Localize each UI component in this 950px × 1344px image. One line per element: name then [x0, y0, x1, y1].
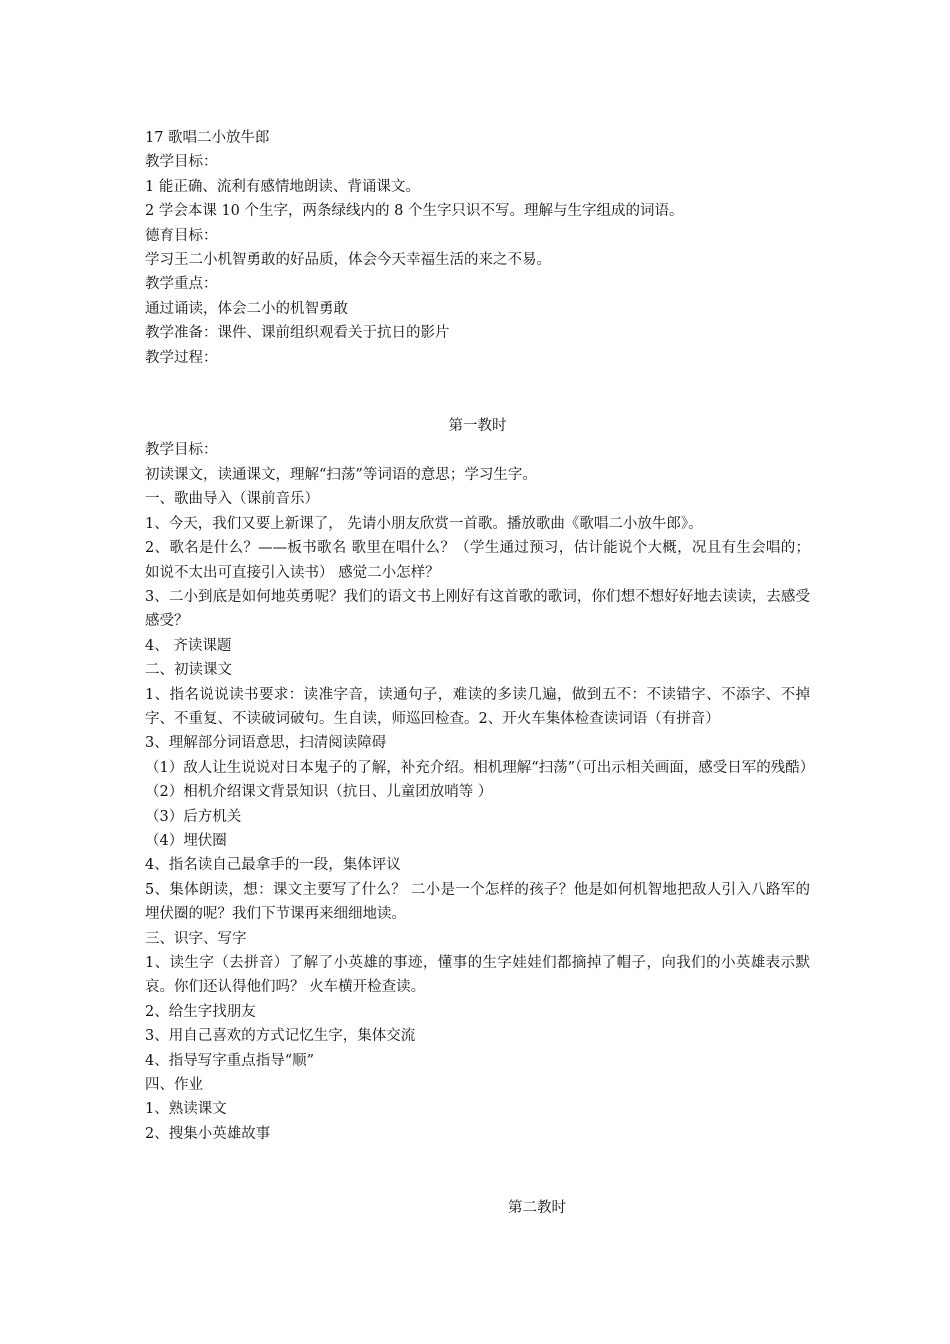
section-1-line: 2、给生字找朋友: [145, 1003, 256, 1020]
section-1-line: 教学目标：: [145, 442, 218, 459]
section-1-paragraph: （1）敌人让生说说对日本鬼子的了解，补充介绍。相机理解“扫荡”（可出示相关画面，感受日军的残酷）: [145, 759, 815, 776]
section-1-paragraph: 2、歌名是什么？——板书歌名 歌里在唱什么？（学生通过预习，估计能说个大概，况且有生会唱的；如说不太出可直接引入读书） 感觉二小怎样？: [145, 540, 810, 581]
section-1-paragraph: 5、集体朗读，想：课文主要写了什么？ 二小是一个怎样的孩子？他是如何机智地把敌人引入八路军的埋伏圈的呢？我们下节课再来细细地读。: [145, 881, 810, 923]
section-1-line: （4）埋伏圈: [145, 832, 227, 849]
section-1-line: （3）后方机关: [145, 808, 242, 825]
section-1-line: 3、理解部分词语意思，扫清阅读障碍: [145, 735, 387, 752]
section-1-line: 初读课文，读通课文，理解“扫荡”等词语的意思；学习生字。: [145, 466, 537, 483]
section-1-line: 4、指名读自己最拿手的一段，集体评议: [145, 857, 401, 874]
process-heading: 教学过程：: [145, 349, 218, 366]
section-1-line: 二、初读课文: [145, 662, 232, 679]
teaching-goals-heading: 教学目标：: [145, 154, 218, 171]
lesson-title: 17 歌唱二小放牛郎: [145, 130, 270, 146]
section-2-title: 第二教时: [508, 1200, 566, 1216]
section-1-paragraph: 3、二小到底是如何地英勇呢？我们的语文书上刚好有这首歌的歌词，你们想不想好好地去读读，去感受感受？: [145, 588, 810, 630]
spacer: [145, 370, 810, 414]
section-1-line: 4、指导写字重点指导“顺”: [145, 1052, 315, 1069]
section-1-line: 一、歌曲导入（课前音乐）: [145, 491, 319, 508]
goal-item-1: 1 能正确、流利有感情地朗读、背诵课文。: [145, 178, 420, 195]
key-points-text: 通过诵读，体会二小的机智勇敢: [145, 300, 348, 317]
section-1-paragraph: 1、读生字（去拼音）了解了小英雄的事迹，懂事的生字娃娃们都摘掉了帽子，向我们的小英雄表示默哀。你们还认得他们吗？ 火车横开检查读。: [145, 955, 810, 996]
key-points-heading: 教学重点：: [145, 276, 218, 293]
section-1-title: 第一教时: [448, 418, 507, 435]
moral-goal-text: 学习王二小机智勇敢的好品质，体会今天幸福生活的来之不易。: [145, 252, 551, 269]
section-1-line: 三、识字、写字: [145, 930, 247, 947]
section-1-line: 1、今天，我们又要上新课了， 先请小朋友欣赏一首歌。播放歌曲《歌唱二小放牛郎》。: [145, 515, 703, 532]
section-1-line: 3、用自己喜欢的方式记忆生字，集体交流: [145, 1028, 416, 1045]
section-1-line: 2、搜集小英雄故事: [145, 1125, 271, 1142]
section-1-line: 1、熟读课文: [145, 1101, 227, 1118]
document-body: [145, 126, 815, 1146]
section-1-line: （2）相机介绍课文背景知识（抗日、儿童团放哨等 ）: [145, 784, 493, 801]
moral-goals-heading: 德育目标：: [145, 227, 218, 244]
preparation-text: 教学准备：课件、课前组织观看关于抗日的影片: [145, 325, 450, 342]
section-1-line: 4、 齐读课题: [145, 637, 232, 654]
section-1-paragraph: 1、指名说说读书要求：读准字音，读通句子，难读的多读几遍，做到五不：不读错字、不添字、不掉字、不重复、不读破词破句。生自读，师巡回检查。2、开火车集体检查读词语（有拼音）: [145, 686, 810, 727]
goal-item-2: 2 学会本课 10 个生字，两条绿线内的 8 个生字只识不写。理解与生字组成的词语。: [145, 203, 684, 220]
section-1-line: 四、作业: [145, 1077, 203, 1094]
